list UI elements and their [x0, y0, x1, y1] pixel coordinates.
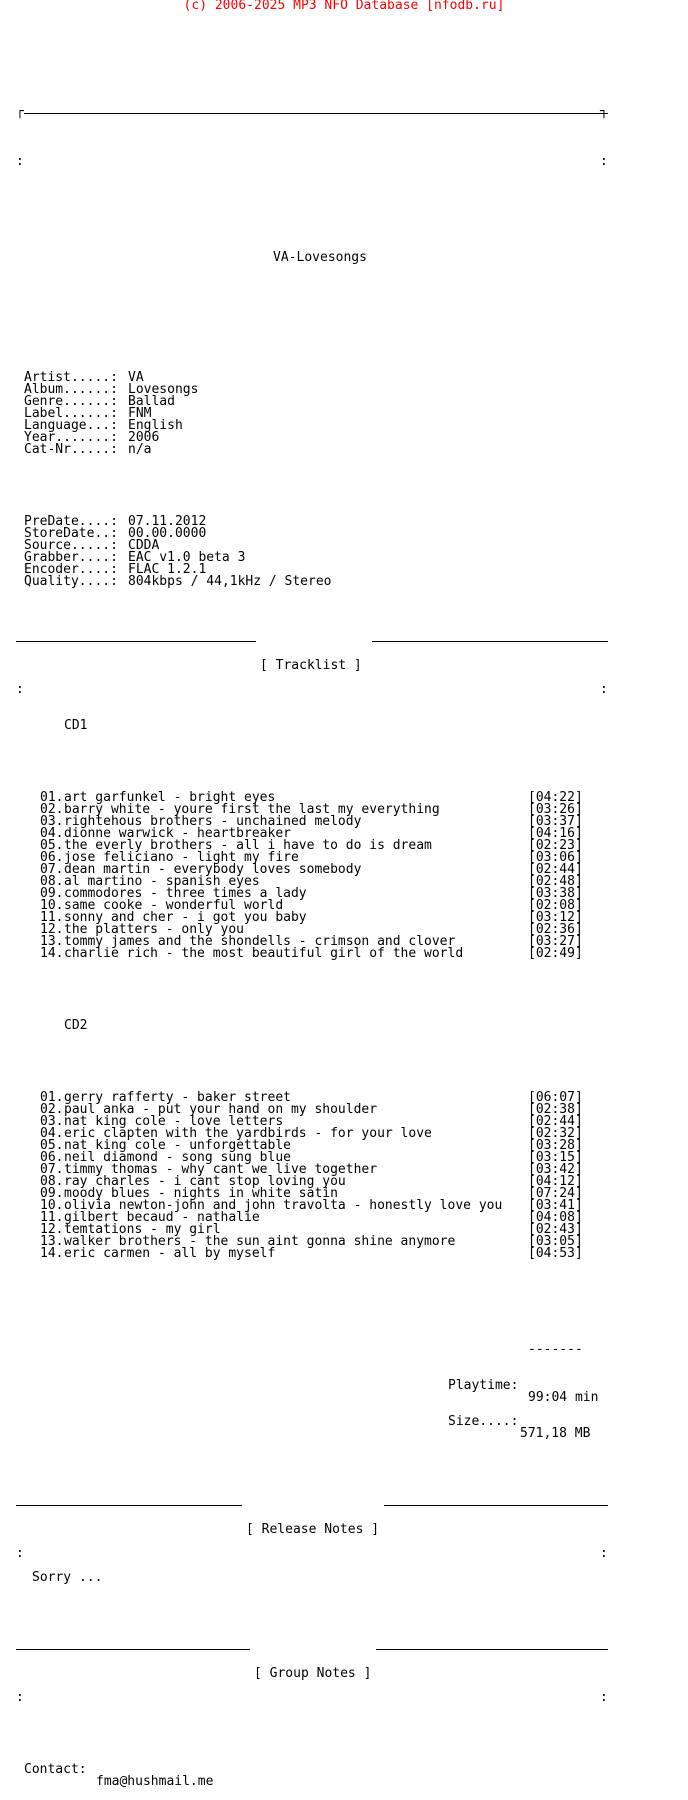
track-number: 08.	[40, 1174, 64, 1189]
track-duration: [02:23]	[528, 838, 583, 853]
track-title: dionne warwick - heartbreaker	[64, 826, 291, 841]
group-notes-divider	[16, 1644, 624, 1681]
track-number: 07.	[40, 862, 64, 877]
track-duration: [03:38]	[528, 886, 583, 901]
info-value: 07.11.2012	[128, 514, 207, 529]
track-number: 14.	[40, 1246, 64, 1261]
track-title: the platters - only you	[64, 922, 245, 937]
track-number: 01.	[40, 790, 64, 805]
track-number: 04.	[40, 1126, 64, 1141]
track-duration: [04:16]	[528, 826, 583, 841]
track-row	[16, 1188, 624, 1200]
track-duration: [04:53]	[528, 1246, 583, 1261]
track-title: al martino - spanish eyes	[64, 874, 260, 889]
track-title: barry white - youre first the last my everything	[64, 802, 440, 817]
track-title: gilbert becaud - nathalie	[64, 1210, 260, 1225]
size-label: Size....:	[448, 1414, 519, 1429]
track-duration: [02:38]	[528, 1102, 583, 1117]
contact-email[interactable]: fma@hushmail.me	[96, 1774, 214, 1789]
track-title: charlie rich - the most beautiful girl of the world	[64, 946, 464, 961]
nfo-document: ┌ ┐ : : VA-Lovesongs Artist.....: VA Album......: Lovesongs Genre......: Ballad Label......: FNM Language...: English Year.......: 2006 Cat-Nr.....: n/a PreDate....: 07.11.2012 StoreDate..: 00.00.0000 Source.....: CDDA Grabber....: EAC v1.0 beta 3 Encoder....: FLAC 1.2.1 Quality....: 804kbps / 44,1kHz / Stereo [ Tracklist ] : : CD1 01. art garfunkel - bright eyes [04:22] 02. barry white - youre first the last my everything [03:26] 03. rightehous brothers - unchained melody [03:37] 04. dionne warwick - heartbreaker [04:16] 05. the everly brothers - all i have to do is dream [02:23] 06. jose feliciano - light my fire [03:06] 07. dean martin - everybody loves somebody [02:44] 08. al martino - spanish eyes [02:48] 09. commodores - three times a lady [03:38] 10. same cooke - wonderful world [02:08] 11. sonny and cher - i got you baby [03:12] 12. the platters - only you [02:36] 13. tommy james and the shondells - crimson and clover [03:27] 14. charlie rich - the most beautiful girl of the world [02:49] CD2 01. gerry rafferty - baker street [06:07] 02. paul anka - put your hand on my shoulder [02:38] 03. nat king cole - love letters [02:44] 04. eric clapten with the yardbirds - for your love [02:32] 05. nat king cole - unforgettable [03:28] 06. neil diamond - song sung blue [03:15] 07. timmy thomas - why cant we live together [03:42] 08. ray charles - i cant stop loving you [04:12] 09. moody blues - nights in white satin [07:24] 10. olivia newton-john and john travolta - honestly love you [03:41] 11. gilbert becaud - nathalie [04:08] 12. temtations - my girl [02:43] 13. walker brothers - the sun aint gonna shine anymore [03:05] 14. eric carmen - all by myself [04:53] ------- Playtime: 99:04 min Size....: 571,18 MB [ Release Notes ] : : Sorry ... [ Group Notes ] : : Contact: fma@hushmail.me	[16, 0, 624, 1776]
track-title: same cooke - wonderful world	[64, 898, 284, 913]
track-duration: [03:06]	[528, 850, 583, 865]
track-row	[16, 924, 624, 936]
track-number: 03.	[40, 814, 64, 829]
info-label: PreDate....:	[24, 514, 118, 529]
track-title: rightehous brothers - unchained melody	[64, 814, 362, 829]
track-number: 09.	[40, 1186, 64, 1201]
track-row	[16, 936, 624, 948]
track-number: 05.	[40, 1138, 64, 1153]
info-label: Encoder....:	[24, 562, 118, 577]
cd2-tracklist	[16, 1092, 624, 1260]
track-title: the everly brothers - all i have to do is dream	[64, 838, 432, 853]
info-value: Ballad	[128, 394, 175, 409]
info-label: StoreDate..:	[24, 526, 118, 541]
track-number: 09.	[40, 886, 64, 901]
info-value: 2006	[128, 430, 160, 445]
track-duration: [02:48]	[528, 874, 583, 889]
track-title: eric carmen - all by myself	[64, 1246, 276, 1261]
tracklist-divider	[16, 636, 624, 673]
track-number: 13.	[40, 934, 64, 949]
info-label: Cat-Nr.....:	[24, 442, 118, 457]
tracklist-title: [ Tracklist ]	[260, 658, 362, 673]
track-duration: [03:12]	[528, 910, 583, 925]
contact-label: Contact:	[24, 1762, 87, 1777]
nfodb-header: (c) 2006-2025 MP3 NFO Database [nfodb.ru]	[183, 0, 505, 13]
info-value: CDDA	[128, 538, 160, 553]
track-number: 12.	[40, 922, 64, 937]
track-title: moody blues - nights in white satin	[64, 1186, 338, 1201]
info-row	[16, 444, 624, 456]
info-value: 804kbps / 44,1kHz / Stereo	[128, 574, 332, 589]
track-row	[16, 912, 624, 924]
track-duration: [03:26]	[528, 802, 583, 817]
info-value: n/a	[128, 442, 152, 457]
track-title: neil diamond - song sung blue	[64, 1150, 291, 1165]
track-row	[16, 1104, 624, 1116]
track-title: eric clapten with the yardbirds - for your love	[64, 1126, 432, 1141]
track-duration: [02:43]	[528, 1222, 583, 1237]
track-duration: [07:24]	[528, 1186, 583, 1201]
info-label: Album......:	[24, 382, 118, 397]
track-title: olivia newton-john and john travolta - honestly love you	[64, 1198, 503, 1213]
track-title: ray charles - i cant stop loving you	[64, 1174, 346, 1189]
track-duration: [02:49]	[528, 946, 583, 961]
track-number: 03.	[40, 1114, 64, 1129]
track-title: paul anka - put your hand on my shoulder	[64, 1102, 378, 1117]
track-number: 11.	[40, 910, 64, 925]
track-number: 10.	[40, 1198, 64, 1213]
track-row	[16, 1116, 624, 1128]
track-number: 06.	[40, 1150, 64, 1165]
track-number: 04.	[40, 826, 64, 841]
track-title: nat king cole - unforgettable	[64, 1138, 291, 1153]
track-title: sonny and cher - i got you baby	[64, 910, 307, 925]
track-title: walker brothers - the sun aint gonna shine anymore	[64, 1234, 456, 1249]
track-duration: [03:41]	[528, 1198, 583, 1213]
track-duration: [02:36]	[528, 922, 583, 937]
track-row	[16, 1164, 624, 1176]
track-number: 13.	[40, 1234, 64, 1249]
track-number: 01.	[40, 1090, 64, 1105]
info-label: Source.....:	[24, 538, 118, 553]
track-duration: [06:07]	[528, 1090, 583, 1105]
track-number: 06.	[40, 850, 64, 865]
track-duration: [03:42]	[528, 1162, 583, 1177]
track-number: 05.	[40, 838, 64, 853]
track-title: temtations - my girl	[64, 1222, 221, 1237]
info-label: Genre......:	[24, 394, 118, 409]
track-number: 02.	[40, 1102, 64, 1117]
size-value: 571,18 MB	[520, 1426, 591, 1441]
track-row	[16, 1248, 624, 1260]
track-title: dean martin - everybody loves somebody	[64, 862, 362, 877]
track-row	[16, 1140, 624, 1152]
info-label: Language...:	[24, 418, 118, 433]
track-row	[16, 1176, 624, 1188]
track-duration: [04:22]	[528, 790, 583, 805]
info-value: FLAC 1.2.1	[128, 562, 207, 577]
group-notes-title: [ Group Notes ]	[254, 1666, 372, 1681]
track-title: commodores - three times a lady	[64, 886, 307, 901]
track-title: jose feliciano - light my fire	[64, 850, 299, 865]
track-title: art garfunkel - bright eyes	[64, 790, 276, 805]
rip-info	[16, 516, 624, 588]
track-number: 07.	[40, 1162, 64, 1177]
playtime-value: 99:04 min	[528, 1390, 599, 1405]
track-row	[16, 1224, 624, 1236]
track-number: 14.	[40, 946, 64, 961]
release-notes-text: Sorry ...	[32, 1570, 103, 1585]
track-row	[16, 1236, 624, 1248]
release-title: VA-Lovesongs	[273, 250, 367, 265]
info-label: Year.......:	[24, 430, 118, 445]
track-title: tommy james and the shondells - crimson and clover	[64, 934, 456, 949]
info-label: Grabber....:	[24, 550, 118, 565]
track-number: 12.	[40, 1222, 64, 1237]
track-duration: [03:28]	[528, 1138, 583, 1153]
track-row	[16, 1092, 624, 1104]
info-value: 00.00.0000	[128, 526, 207, 541]
track-number: 08.	[40, 874, 64, 889]
track-duration: [02:08]	[528, 898, 583, 913]
totals-rule: -------	[528, 1342, 583, 1357]
cd1-label: CD1	[64, 718, 88, 733]
track-duration: [03:05]	[528, 1234, 583, 1249]
info-value: Lovesongs	[128, 382, 199, 397]
track-number: 10.	[40, 898, 64, 913]
info-label: Artist.....:	[24, 370, 118, 385]
track-duration: [03:37]	[528, 814, 583, 829]
track-number: 11.	[40, 1210, 64, 1225]
info-value: FNM	[128, 406, 152, 421]
track-duration: [03:15]	[528, 1150, 583, 1165]
track-row	[16, 900, 624, 912]
release-notes-divider	[16, 1500, 624, 1537]
info-value: English	[128, 418, 183, 433]
track-duration: [03:27]	[528, 934, 583, 949]
track-row	[16, 1152, 624, 1164]
track-title: nat king cole - love letters	[64, 1114, 284, 1129]
track-duration: [04:12]	[528, 1174, 583, 1189]
info-label: Quality....:	[24, 574, 118, 589]
info-value: EAC v1.0 beta 3	[128, 550, 246, 565]
album-info	[16, 372, 624, 456]
cd1-tracklist	[16, 792, 624, 960]
track-duration: [02:44]	[528, 862, 583, 877]
track-row	[16, 948, 624, 960]
info-value: VA	[128, 370, 144, 385]
playtime-label: Playtime:	[448, 1378, 519, 1393]
track-duration: [04:08]	[528, 1210, 583, 1225]
track-row	[16, 1128, 624, 1140]
info-row	[16, 576, 624, 588]
info-label: Label......:	[24, 406, 118, 421]
cd2-label: CD2	[64, 1018, 88, 1033]
release-notes-title: [ Release Notes ]	[246, 1522, 380, 1537]
track-title: gerry rafferty - baker street	[64, 1090, 291, 1105]
track-row	[16, 1212, 624, 1224]
track-number: 02.	[40, 802, 64, 817]
track-title: timmy thomas - why cant we live together	[64, 1162, 378, 1177]
track-duration: [02:44]	[528, 1114, 583, 1129]
track-duration: [02:32]	[528, 1126, 583, 1141]
track-row	[16, 1200, 624, 1212]
top-border: ┌ ┐	[16, 104, 608, 119]
